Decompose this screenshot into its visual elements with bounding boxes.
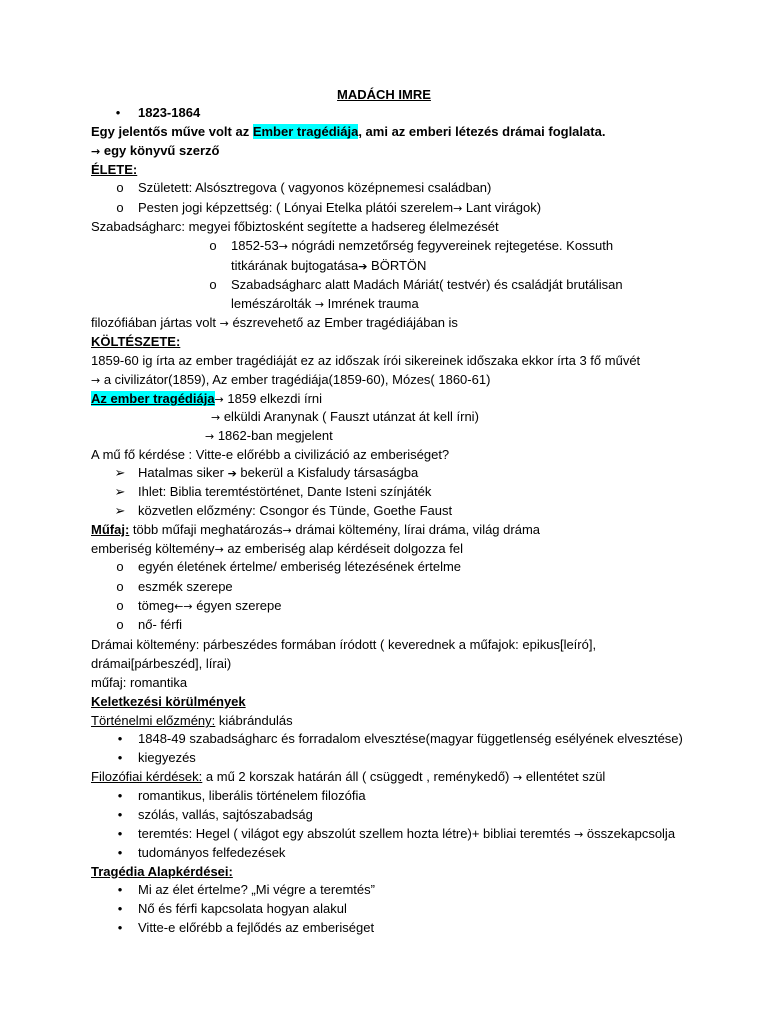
arrow-icon: →	[214, 543, 224, 556]
arrow-icon: →	[91, 145, 101, 158]
dramatic-poem-line: Drámai költemény: párbeszédes formában íródott ( keverednek a műfajok: epikus[leíró],	[91, 637, 597, 652]
dramatic-poem-line-cont: drámai[párbeszéd], lírai)	[91, 656, 232, 671]
circle-bullet-icon: o	[116, 200, 124, 215]
list-item: tudományos felfedezések	[138, 845, 286, 860]
bullet-icon: •	[117, 788, 123, 803]
arrow-icon: →	[219, 317, 229, 330]
freedom-fight-trauma-cont: lemészárolták → Imrének trauma	[231, 296, 419, 311]
poetry-period-line: 1859-60 ig írta az ember tragédiáját ez az időszak írói sikereinek időszaka ekkor írta 3 fő művét	[91, 353, 641, 368]
bullet-icon: •	[117, 901, 123, 916]
freedom-fight-trauma: Szabadságharc alatt Madách Máriát( testvér) és családját brutálisan	[231, 277, 623, 292]
main-question-line: A mű fő kérdése : Vitte-e előrébb a civilizáció az emberiséget?	[91, 447, 450, 462]
circle-bullet-icon: o	[209, 277, 217, 292]
bold-arrow-icon: ➔	[358, 260, 368, 273]
bullet-icon: •	[117, 882, 123, 897]
bullet-icon: •	[117, 807, 123, 822]
circle-bullet-icon: o	[209, 238, 217, 253]
list-item: kiegyezés	[138, 750, 196, 765]
freedom-fight-line: Szabadságharc: megyei főbiztosként segítette a hadsereg élelmezését	[91, 219, 499, 234]
history-line: Történelmi előzmény: kiábrándulás	[91, 713, 293, 728]
birth-line: Született: Alsósztregova ( vagyonos középnemesi családban)	[138, 180, 492, 195]
inspiration-line: Ihlet: Biblia teremtéstörténet, Dante Isteni színjáték	[138, 484, 432, 499]
bullet-icon: •	[117, 731, 123, 746]
highlight-work-title: Ember tragédiája	[252, 124, 359, 139]
genre-line: Műfaj: több műfaji meghatározás→ drámai költemény, lírai dráma, világ dráma	[91, 522, 540, 537]
published-line: → 1862-ban megjelent	[205, 428, 333, 443]
sub-item: nő- férfi	[138, 617, 183, 632]
page-title: MADÁCH IMRE	[337, 87, 431, 102]
intro-line: Egy jelentős műve volt az Ember tragédiája, ami az emberi létezés drámai foglalata.	[91, 124, 606, 139]
bold-arrow-icon: ➔	[227, 467, 237, 480]
one-book-author: → egy könyvű szerző	[91, 143, 220, 158]
sub-item: tömeg←→ égyen szerepe	[138, 598, 282, 613]
circle-bullet-icon: o	[116, 559, 124, 574]
chevron-bullet-icon: ➢	[114, 465, 126, 480]
circle-bullet-icon: o	[116, 617, 124, 632]
bullet-icon: •	[117, 750, 123, 765]
circle-bullet-icon: o	[116, 180, 124, 195]
arrow-icon: →	[214, 393, 224, 406]
arrow-icon: →	[513, 771, 523, 784]
list-item: Vitte-e előrébb a fejlődés az emberiséget	[138, 920, 375, 935]
chevron-bullet-icon: ➢	[114, 484, 126, 499]
humanity-poem-line: emberiség költemény→ az emberiség alap kérdéseit dolgozza fel	[91, 541, 463, 556]
line-1852-cont: titkárának bujtogatása➔ BÖRTÖN	[231, 258, 427, 273]
arrow-icon: →	[278, 240, 288, 253]
sub-item: egyén életének értelme/ emberiség létezésének értelme	[138, 559, 462, 574]
arrow-icon: →	[453, 202, 463, 215]
philosophy-line: filozófiában jártas volt → észrevehető az Ember tragédiájában is	[91, 315, 458, 330]
bullet-icon: •	[115, 105, 121, 120]
arrow-left-icon: ←	[174, 600, 184, 613]
success-line: Hatalmas siker ➔ bekerül a Kisfaludy társaságba	[138, 465, 419, 480]
circle-bullet-icon: o	[116, 579, 124, 594]
section-heading-alapkerdesek: Tragédia Alapkérdései:	[91, 864, 233, 879]
pest-line: Pesten jogi képzettség: ( Lónyai Etelka plátói szerelem→ Lant virágok)	[138, 200, 542, 215]
arrow-icon: →	[183, 600, 193, 613]
arrow-icon: →	[205, 430, 215, 443]
tragedy-start-line: Az ember tragédiája→ 1859 elkezdi írni	[91, 391, 323, 406]
sent-to-arany-line: → elküldi Aranynak ( Fauszt utánzat át kell írni)	[211, 409, 479, 424]
arrow-icon: →	[91, 374, 101, 387]
arrow-icon: →	[574, 828, 584, 841]
antecedent-line: közvetlen előzmény: Csongor és Tünde, Goethe Faust	[138, 503, 453, 518]
section-heading-kolteszete: KÖLTÉSZETE:	[91, 334, 181, 349]
life-dates: 1823-1864	[138, 105, 201, 120]
works-line: → a civilizátor(1859), Az ember tragédiája(1859-60), Mózes( 1860-61)	[91, 372, 491, 387]
chevron-bullet-icon: ➢	[114, 503, 126, 518]
philosophy-questions-line: Filozófiai kérdések: a mű 2 korszak határán áll ( csüggedt , reménykedő) → ellentétet szül	[91, 769, 606, 784]
bullet-icon: •	[117, 826, 123, 841]
bullet-icon: •	[117, 845, 123, 860]
list-item: Mi az élet értelme? „Mi végre a teremtés”	[138, 882, 375, 897]
arrow-icon: →	[211, 411, 221, 424]
section-heading-keletkezes: Keletkezési körülmények	[91, 694, 246, 709]
list-item: Nő és férfi kapcsolata hogyan alakul	[138, 901, 347, 916]
genre-romanticism: műfaj: romantika	[91, 675, 188, 690]
list-item: romantikus, liberális történelem filozófia	[138, 788, 366, 803]
list-item: 1848-49 szabadságharc és forradalom elvesztése(magyar függetlenség esélyének elvesztése)	[138, 731, 683, 746]
sub-item: eszmék szerepe	[138, 579, 233, 594]
line-1852: 1852-53→ nógrádi nemzetőrség fegyvereinek rejtegetése. Kossuth	[231, 238, 614, 253]
list-item: teremtés: Hegel ( világot egy abszolút szellem hozta létre)+ bibliai teremtés → összekapcsolja	[138, 826, 676, 841]
highlight-tragedy: Az ember tragédiája	[91, 391, 215, 406]
section-heading-elete: ÉLETE:	[91, 162, 138, 177]
arrow-icon: →	[314, 298, 325, 311]
arrow-icon: →	[282, 524, 292, 537]
circle-bullet-icon: o	[116, 598, 124, 613]
list-item: szólás, vallás, sajtószabadság	[138, 807, 313, 822]
bullet-icon: •	[117, 920, 123, 935]
